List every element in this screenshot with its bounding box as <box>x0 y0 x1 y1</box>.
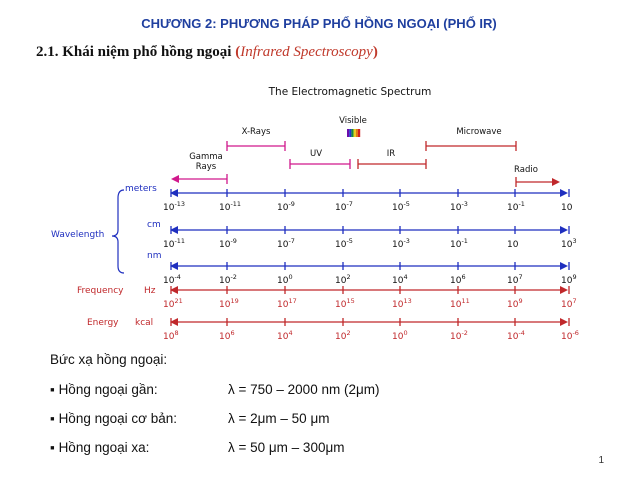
section-english: Infrared Spectroscopy <box>240 44 373 60</box>
energy-tick-label: $10^0$ <box>392 329 408 342</box>
energy-tick-label: $10^8$ <box>163 329 179 342</box>
energy-tick-label: $10^6$ <box>219 329 235 342</box>
wavelength-tick-label: $10^7$ <box>507 273 523 286</box>
region-gamma-arrow <box>171 175 179 183</box>
list-item <box>50 382 158 397</box>
energy-tick-label: $10^{-2}$ <box>450 329 468 342</box>
bullet-icon: ▪ <box>50 411 55 426</box>
frequency-tick-label: $10^{13}$ <box>392 297 412 310</box>
wavelength-tick-label: $10^{-2}$ <box>219 273 237 286</box>
wavelength-tick-label: $10^{-3}$ <box>450 200 468 213</box>
region-gamma-label: Gamma <box>189 152 223 162</box>
energy-axis-arrow-right <box>560 318 568 326</box>
wavelength-tick-label: $10^{-5}$ <box>335 237 353 250</box>
frequency-tick-label: $10^9$ <box>507 297 523 310</box>
wavelength-tick-label: $10^9$ <box>561 273 577 286</box>
visible-spectrum-bar <box>354 129 356 137</box>
energy-tick-label: $10^{-6}$ <box>561 329 579 342</box>
wavelength-unit-label: meters <box>125 184 157 194</box>
wavelength-tick-label: 10 <box>561 203 573 213</box>
section-text: Khái niệm phổ hồng ngoại <box>62 44 232 60</box>
wavelength-tick-label: $10^{-1}$ <box>507 200 525 213</box>
wavelength-axis-arrow-right <box>560 226 568 234</box>
list-item-label: Hồng ngoại xa: <box>58 440 150 455</box>
page-number: 1 <box>598 455 604 466</box>
wavelength-tick-label: $10^2$ <box>335 273 351 286</box>
frequency-axis-arrow-right <box>560 286 568 294</box>
frequency-tick-label: $10^{15}$ <box>335 297 355 310</box>
wavelength-axis-arrow-right <box>560 189 568 197</box>
wavelength-tick-label: $10^3$ <box>561 237 577 250</box>
frequency-tick-label: $10^{19}$ <box>219 297 239 310</box>
wavelength-tick-label: $10^{-5}$ <box>392 200 410 213</box>
wavelength-tick-label: $10^{-7}$ <box>277 237 295 250</box>
energy-unit: kcal <box>135 318 154 328</box>
list-item-value: λ = 750 – 2000 nm (2μm) <box>228 382 380 397</box>
list-item-label: Hồng ngoại gần: <box>58 382 158 397</box>
bullet-icon: ▪ <box>50 440 55 455</box>
visible-spectrum-bar <box>358 129 360 137</box>
wavelength-tick-label: $10^6$ <box>450 273 466 286</box>
wavelength-tick-label: $10^{-7}$ <box>335 200 353 213</box>
region-gamma-label: Rays <box>195 162 217 172</box>
wavelength-tick-label: $10^{-9}$ <box>277 200 295 213</box>
energy-tick-label: $10^{-4}$ <box>507 329 525 342</box>
wavelength-label: Wavelength <box>51 230 105 240</box>
energy-tick-label: $10^2$ <box>335 329 351 342</box>
wavelength-tick-label: $10^4$ <box>392 273 408 286</box>
content-intro: Bức xạ hồng ngoại: <box>50 352 168 367</box>
energy-tick-label: $10^4$ <box>277 329 293 342</box>
region-radio-arrow <box>552 178 560 186</box>
wavelength-unit-label: cm <box>147 220 161 230</box>
frequency-tick-label: $10^7$ <box>561 297 577 310</box>
wavelength-tick-label: $10^{-3}$ <box>392 237 410 250</box>
list-item-value: λ = 50 μm – 300μm <box>228 440 345 455</box>
energy-label: Energy <box>87 318 119 328</box>
region-ir-label: IR <box>386 149 396 159</box>
wavelength-tick-label: $10^0$ <box>277 273 293 286</box>
frequency-tick-label: $10^{21}$ <box>163 297 183 310</box>
section-number: 2.1. <box>36 44 59 60</box>
region-xrays-label: X-Rays <box>241 127 271 137</box>
region-radio-label: Radio <box>514 165 538 175</box>
wavelength-tick-label: $10^{-4}$ <box>163 273 181 286</box>
list-item-label: Hồng ngoại cơ bản: <box>58 411 177 426</box>
visible-spectrum-bar <box>347 129 349 137</box>
frequency-unit: Hz <box>144 286 156 296</box>
list-item-value: λ = 2μm – 50 μm <box>228 411 330 426</box>
region-microwave-label: Microwave <box>456 127 502 137</box>
region-uv-label: UV <box>309 149 323 159</box>
wavelength-axis-arrow-right <box>560 262 568 270</box>
region-visible-label: Visible <box>339 116 367 126</box>
wavelength-brace <box>112 190 124 273</box>
wavelength-tick-label: $10^{-1}$ <box>450 237 468 250</box>
chapter-title: CHƯƠNG 2: PHƯƠNG PHÁP PHỔ HỒNG NGOẠI (PHỔ IR) <box>141 16 497 31</box>
frequency-tick-label: $10^{11}$ <box>450 297 470 310</box>
visible-spectrum-bar <box>349 129 351 137</box>
list-item <box>50 440 149 455</box>
frequency-label: Frequency <box>77 286 124 296</box>
spectrum-title: The Electromagnetic Spectrum <box>268 86 432 98</box>
wavelength-unit-label: nm <box>147 251 162 261</box>
wavelength-tick-label: $10^{-11}$ <box>163 237 186 250</box>
section-paren-open: ( <box>235 44 241 60</box>
wavelength-tick-label: $10^{-13}$ <box>163 200 186 213</box>
visible-spectrum-bar <box>356 129 358 137</box>
wavelength-tick-label: $10^{-9}$ <box>219 237 237 250</box>
visible-spectrum-bar <box>351 129 353 137</box>
bullet-icon: ▪ <box>50 382 55 397</box>
wavelength-tick-label: $10^{-11}$ <box>219 200 242 213</box>
wavelength-tick-label: 10 <box>507 240 519 250</box>
frequency-tick-label: $10^{17}$ <box>277 297 297 310</box>
section-paren-close: ) <box>372 44 378 60</box>
list-item <box>50 411 177 426</box>
